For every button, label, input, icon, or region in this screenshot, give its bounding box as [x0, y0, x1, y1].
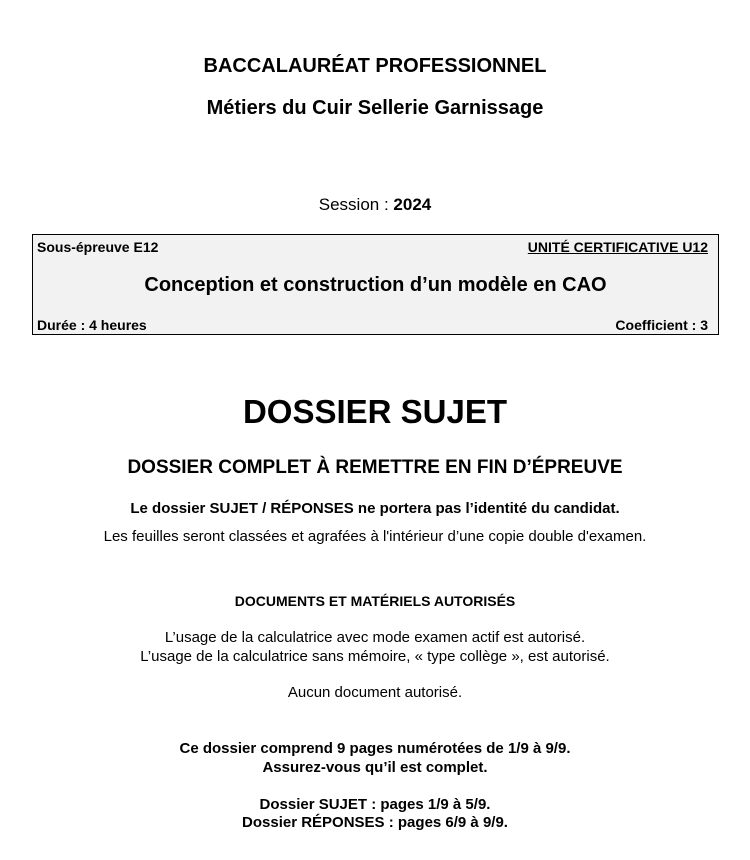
duree-label: Durée : 4 heures	[37, 317, 147, 333]
sous-epreuve-label: Sous-épreuve E12	[37, 239, 159, 255]
coefficient-label: Coefficient : 3	[615, 317, 708, 333]
session-label: Session :	[318, 195, 394, 214]
dossier-complet-notice: DOSSIER COMPLET À REMETTRE EN FIN D’ÉPREUVE	[127, 457, 623, 478]
calculator-rule-2: L’usage de la calculatrice sans mémoire, « type collège », est autorisé.	[140, 648, 610, 665]
no-documents-rule: Aucun document autorisé.	[287, 684, 463, 701]
authorized-documents-title: DOCUMENTS ET MATÉRIELS AUTORISÉS	[234, 593, 516, 609]
epreuve-title: Conception et construction d’un modèle en CAO	[144, 274, 607, 296]
exam-info-box	[32, 234, 719, 335]
sujet-pages-range: Dossier SUJET : pages 1/9 à 5/9.	[259, 796, 491, 813]
exam-specialty: Métiers du Cuir Sellerie Garnissage	[206, 97, 544, 119]
exam-title: BACCALAURÉAT PROFESSIONNEL	[203, 55, 547, 77]
dossier-heading: DOSSIER SUJET	[242, 393, 508, 430]
calculator-rule-1: L’usage de la calculatrice avec mode examen actif est autorisé.	[164, 629, 586, 646]
session-year: 2024	[393, 195, 432, 214]
identity-notice: Le dossier SUJET / RÉPONSES ne portera pas l’identité du candidat.	[130, 500, 620, 517]
reponses-pages-range: Dossier RÉPONSES : pages 6/9 à 9/9.	[242, 814, 508, 831]
page-count-notice: Ce dossier comprend 9 pages numérotées de 1/9 à 9/9.	[179, 740, 571, 757]
unite-certificative-label: UNITÉ CERTIFICATIVE U12	[527, 239, 708, 255]
completeness-notice: Assurez-vous qu’il est complet.	[262, 759, 488, 776]
sheets-notice: Les feuilles seront classées et agrafées à l'intérieur d’une copie double d'examen.	[103, 528, 647, 545]
session-line	[0, 195, 750, 215]
